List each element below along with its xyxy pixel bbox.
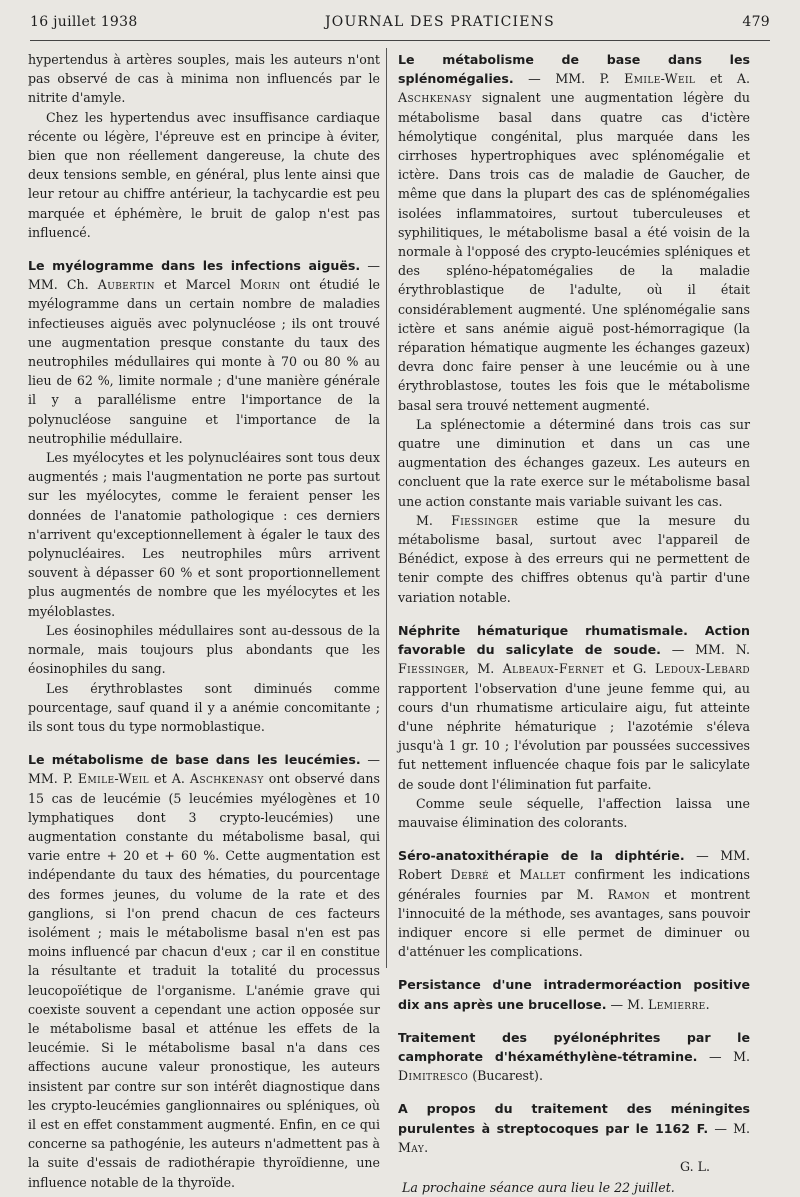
author-name: May bbox=[398, 1139, 425, 1155]
article-heading: Persistance d'une intradermoréaction positive dix ans après une brucellose. bbox=[398, 977, 750, 1012]
text-fragment: et Marcel bbox=[154, 277, 240, 293]
article-lead bbox=[398, 621, 750, 794]
article-meningites bbox=[398, 1099, 750, 1197]
article-heading: Séro-anatoxithérapie de la diphtérie. bbox=[398, 848, 685, 864]
article-heading: Traitement des pyélonéphrites par le camphorate d'héxaméthylène-tétramine. bbox=[398, 1029, 750, 1064]
text-fragment: et G. bbox=[603, 661, 655, 677]
paragraph: Les myélocytes et les polynucléaires sont tous deux augmentés ; mais l'augmentation ne porte pas surtout sur les myélocytes, comme le feraient penser les données de l'anatomie pathologique : ces derniers n'arrivent qu'exceptionnellement à égaler le taux des polynucléaires. Les neutrophiles mûrs arrivent souvent à dépasser 60 % et sont proportionnellement plus augmentés de nombre que les myélocytes et les myéloblastes. bbox=[28, 450, 380, 619]
text-fragment: . bbox=[705, 996, 710, 1012]
text-fragment: — MM. Robert bbox=[398, 848, 750, 883]
paragraph: Chez les hypertendus avec insuffisance cardiaque récente ou légère, l'épreuve est en principe à éviter, bien que non réellement dangereuse, la chute des deux tensions semble, en général, plus lente ainsi que leur retour au chiffre antérieur, la tachycardie est peu marquée et éphémère, le bruit de galop n'est pas influencé. bbox=[28, 109, 380, 240]
article-brucellose bbox=[398, 975, 750, 1013]
author-name: Fiessinger bbox=[398, 661, 466, 677]
author-name: Mallet bbox=[519, 867, 566, 883]
paragraph: La splénectomie a déterminé dans trois cas sur quatre une diminution et dans un cas une augmentation des échanges gazeux. Les auteurs en concluent que la rate exerce sur le métabolisme basal une action constante mais variable suivant les cas. bbox=[398, 416, 750, 509]
article-heading: Néphrite hématurique rhumatismale. Action favorable du salicylate de soude. bbox=[398, 622, 750, 658]
author-name: Albeaux-Fernet bbox=[502, 661, 604, 677]
author-name: Aschkenasy bbox=[398, 90, 472, 106]
author-name: Aubertin bbox=[97, 277, 155, 293]
article-lead bbox=[28, 750, 380, 1192]
author-name: Lemierre bbox=[648, 996, 706, 1012]
header-date: 16 juillet 1938 bbox=[30, 14, 138, 30]
text-fragment: M. bbox=[416, 512, 452, 528]
article-heading: A propos du traitement des méningites purulentes à streptocoques par le 1162 F. bbox=[398, 1101, 750, 1136]
paragraph: Les érythroblastes sont diminués comme pourcentage, sauf quand il y a anémie concomitante ; ils sont tous du type normoblastique. bbox=[28, 680, 380, 734]
paragraph bbox=[398, 511, 750, 607]
continued-paragraph: hypertendus à artères souples, mais les auteurs n'ont pas observé de cas à minima non influencés par le nitrite d'amyle. bbox=[28, 52, 380, 106]
right-column bbox=[398, 50, 750, 1197]
text-fragment: — M. bbox=[708, 1120, 751, 1136]
author-name: Aschkenasy bbox=[189, 771, 264, 787]
article-lead bbox=[28, 256, 380, 448]
article-nephrite bbox=[398, 621, 750, 832]
next-session-notice: La prochaine séance aura lieu le 22 juillet. bbox=[402, 1180, 675, 1196]
header-journal-title: JOURNAL DES PRATICIENS bbox=[325, 14, 555, 30]
text-fragment: et A. bbox=[149, 771, 190, 787]
text-fragment: . bbox=[424, 1139, 429, 1155]
text-fragment: rapportent l'observation d'une jeune femme qui, au cours d'un rhumatisme articulaire aigu, fut atteinte d'une néphrite hématurique ; l'azotémie s'éleva jusqu'à 1 gr. 10 ; l'évolution par poussées successives fut nettement influencée chaque fois par le salicylate de soude dont l'élimination fut parfaite. bbox=[398, 680, 750, 792]
text-fragment: — MM. N. bbox=[660, 642, 750, 658]
text-fragment: — MM. P. bbox=[28, 752, 380, 787]
paragraph: Les éosinophiles médullaires sont au-dessous de la normale, mais toujours plus abondants que les éosinophiles du sang. bbox=[28, 622, 380, 677]
article-lead bbox=[398, 975, 750, 1013]
text-fragment: , M. bbox=[465, 661, 503, 677]
paragraph: Comme seule séquelle, l'affection laissa une mauvaise élimination des colorants. bbox=[398, 795, 750, 830]
author-name: Ledoux-Lebard bbox=[654, 661, 750, 677]
column-divider bbox=[386, 48, 387, 968]
text-fragment: confirment les indications générales fournies par M. bbox=[398, 867, 750, 902]
signature: G. L. bbox=[680, 1158, 710, 1174]
text-fragment: — M. bbox=[606, 996, 649, 1012]
author-name: Emile-Weil bbox=[77, 771, 150, 787]
article-myelogramme bbox=[28, 256, 380, 736]
article-heading: Le métabolisme de base dans les leucémies. bbox=[28, 752, 361, 768]
article-leucemies bbox=[28, 750, 380, 1192]
article-lead bbox=[398, 846, 750, 961]
article-lead bbox=[398, 1028, 750, 1086]
text-fragment: et A. bbox=[695, 71, 750, 87]
author-name: Emile-Weil bbox=[624, 71, 696, 87]
author-name: Morin bbox=[239, 277, 281, 293]
author-name: Debré bbox=[450, 867, 490, 883]
author-name: Ramon bbox=[607, 886, 651, 902]
article-heading: Le métabolisme de base dans les splénomégalies. bbox=[398, 52, 750, 87]
text-fragment: — MM. Ch. bbox=[28, 258, 380, 293]
article-lead bbox=[398, 1099, 750, 1157]
article-splenomegalies bbox=[398, 50, 750, 607]
article-lead bbox=[398, 50, 750, 415]
page-header bbox=[30, 14, 770, 41]
article-heading: Le myélogramme dans les infections aiguës. bbox=[28, 258, 361, 274]
text-fragment: et bbox=[489, 867, 520, 883]
text-fragment: (Bucarest). bbox=[468, 1068, 543, 1084]
text-fragment: estime que la mesure du métabolisme basal, surtout avec l'appareil de Bénédict, expose à des erreurs qui ne permettent de tenir compte des chiffres obtenus qu'à partir d'une variation notable. bbox=[398, 512, 750, 605]
text-fragment: signalent une augmentation légère du métabolisme basal dans quatre cas d'ictère hémolytique congénital, plus marquée dans les cirrhoses hypertrophiques avec splénomégalie et ictère. Dans trois cas de maladie de Gaucher, de même que dans la plupart des cas de splénomégalies isolées inflammatoires, surtout tuberculeuses et syphilitiques, le métabolisme basal a été voisin de la normale à l'opposé des crypto-leucémies spléniques et des spléno-hépatomégalies de la maladie érythroblastique de l'adulte, où il était considérablement augmenté. Une splénomégalie sans ictère et sans anémie aiguë post-hémorragique (la réparation hématique augmente les échanges gazeux) devra donc faire penser à une leucémie ou à une érythroblastose, toutes les fois que le métabolisme basal sera trouvé nettement augmenté. bbox=[398, 90, 750, 413]
left-column bbox=[28, 50, 380, 1192]
text-fragment: ont observé dans 15 cas de leucémie (5 leucémies myélogènes et 10 lymphatiques dont 3 crypto-leucémies) une augmentation constante du métabolisme basal, qui varie entre + 20 et + 60 %. Cette augmentation est indépendante du taux des hématies, du pourcentage des formes jeunes, du volume de la rate et des ganglions, si l'on prend chacun de ces facteurs isolément ; mais le métabolisme basal n'en est pas moins influencé par chacun d'eux ; car il en constitue la résultante et traduit la totalité du processus leucopoïétique de l'organisme. L'anémie grave qui coexiste souvent a cependant une action opposée sur le métabolisme basal et atténue les effets de la leucémie. Si le métabolisme basal n'a dans ces affections aucune valeur pronostique, les auteurs insistent par contre sur son intérêt diagnostique dans les crypto-leucémies ganglionnaires ou spléniques, où il est en effet constamment augmenté. Enfin, en ce qui concerne sa pathogénie, les auteurs n'admettent pas à la suite d'essais de radiothérapie thyroïdienne, une influence notable de la thyroïde. bbox=[28, 771, 380, 1190]
text-fragment: — MM. P. bbox=[513, 71, 625, 87]
author-name: Dimitresco bbox=[398, 1068, 469, 1084]
text-fragment: ont étudié le myélogramme dans un certain nombre de maladies infectieuses aiguës avec polynucléose ; ils ont trouvé une augmentation presque constante du taux des neutrophiles médullaires qui monte à 70 ou 80 % au lieu de 62 %, limite normale ; d'une manière générale il y a parallélisme entre l'importance de la polynucléose sanguine et l'importance de la neutrophilie médullaire. bbox=[28, 277, 380, 446]
article-pyelonephrites bbox=[398, 1028, 750, 1086]
text-fragment: et montrent l'innocuité de la méthode, ses avantages, sans pouvoir indiquer encore si elle permet de diminuer ou d'atténuer les complications. bbox=[398, 886, 750, 960]
text-fragment: — M. bbox=[697, 1048, 750, 1064]
article-diphterie bbox=[398, 846, 750, 961]
header-page-number: 479 bbox=[742, 14, 770, 30]
author-name: Fiessinger bbox=[451, 512, 519, 528]
